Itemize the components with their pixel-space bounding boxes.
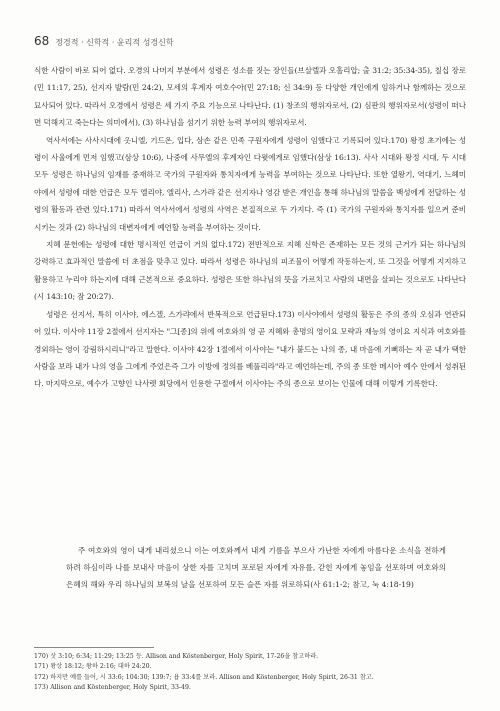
footnote-170: 170) 삿 3:10; 6:34; 11:29; 13:25 등. Allison and Köstenberger, Holy Spirit, 17-26을 참고하라. [34, 653, 319, 660]
paragraph-4: 성령은 선지서, 특히 이사야, 에스겔, 스가랴에서 반복적으로 언급된다.173) 이사야에서 성령의 활동은 주의 종의 오심과 연관되어 있다. 이사야 11장 2절에서 선지자는 "그[종]의 위에 여호와의 영 곧 지혜와 총명의 영이요 모략과 재능의 영이요 지식과 여호와를 경외하는 영이 강림하시리니"라고 말한다. 이사야 42장 1절에서 이사야는 "내가 붙드는 나의 종, 내 마음에 기뻐하는 자 곧 내가 택한 사람을 보라 내가 나의 영을 그에게 주었은즉 그가 이방에 정의를 베풀리라"라고 예언하는데, 주의 종 또한 메시아 예수 안에서 성취된다. 마지막으로, 예수가 고향인 나사렛 회당에서 인용한 구절에서 이사야는 주의 종으로 보이는 인물에 대해 이렇게 기록한다. [34, 309, 466, 389]
block-quote: 주 여호와의 영이 내게 내리셨으니 이는 여호와께서 내게 기름을 부으사 가난한 자에게 아름다운 소식을 전하게 하려 하심이라 나를 보내사 마음이 상한 자를 고치며 포로된 자에게 자유를, 갇힌 자에게 놓임을 선포하며 여호와의 은혜의 해와 우리 하나님의 보복의 날을 선포하여 모든 슬픈 자를 위로하되(사 61:1-2; 참고, 눅 4:18-19) [66, 546, 446, 589]
paragraph-3: 지혜 문헌에는 성령에 대한 명시적인 언급이 거의 없다.172) 전반적으로 지혜 신학은 존재하는 모든 것의 근거가 되는 하나님의 강력하고 효과적인 말씀에 더 초점을 맞추고 있다. 따라서 성령은 하나님의 피조물이 어떻게 작동하는지, 또 그것을 어떻게 지지하고 활용하고 누리야 하는지에 대해 근본적으로 중요하다. 성령은 또한 하나님의 뜻을 가르치고 사람의 내면을 살피는 것으로도 나타난다(시 143:10; 잠 20:27). [34, 240, 466, 302]
footnote-172: 172) 하지만 예를 들어, 시 33:6; 104:30; 139:7; 욥 33:4를 보라. Allison and Köstenberger, Holy Spirit, 26-31 참고. [34, 673, 374, 681]
running-title: 정경적 · 신학적 · 윤리적 성경신학 [55, 38, 174, 47]
footnotes [34, 652, 466, 694]
paragraph-2: 역사서에는 사사시대에 옷니엘, 기드온, 입다, 삼손 같은 민족 구원자에게 성령이 임했다고 기록되어 있다.170) 왕정 초기에는 성령이 사울에게 먼저 임했고(삼상 10:6), 나중에 사무엘의 후계자인 다윗에게로 임했다(삼상 16:13). 사사 시대와 왕정 시대, 두 시대 모두 성령은 하나님의 임재를 중재하고 국가의 구원자와 통치자에게 능력을 부여하는 것으로 나타난다. 또한 열왕기, 역대기, 느헤미야에서 성령에 대한 언급은 모두 엘리야, 엘리사, 스가랴 같은 선지자나 영감 받은 개인을 통해 하나님의 말씀을 백성에게 전달하는 성령의 활동과 관련 있다.171) 따라서 역사서에서 성령의 사역은 본질적으로 두 가지다. 즉 (1) 국가의 구원자와 통치자를 일으켜 준비시키는 것과 (2) 하나님의 대변자에게 예언할 능력을 부여하는 것이다. [34, 135, 466, 232]
footnote-173: 173) Allison and Köstenberger, Holy Spirit, 33-49. [34, 684, 191, 692]
page-number: 68 [34, 34, 50, 48]
running-header [34, 34, 174, 48]
footnote-divider [34, 647, 154, 648]
paragraph-1: 식한 사람이 바로 되어 없다. 오경의 나머지 부분에서 성령은 성소를 짓는 장인들(브살렐과 오홀리압; 출 31:2; 35:34-35), 칠십 장로(민 11:17, 25), 선지자 발람(민 24:2), 모세의 후계자 여호수아(민 27:18; 신 34:9) 등 다양한 개인에게 임하거나 함께하는 것으로 묘사되어 있다. 따라서 오경에서 성령은 세 가지 주요 기능으로 나타난다. (1) 창조의 행위자로서, (2) 심판의 행위자로서(성령이 떠나면 덕해지고 죽는다는 의미에서), (3) 하나님을 섬기기 위한 능력 부여의 행위자로서. [34, 66, 466, 128]
body-text [34, 62, 466, 393]
footnote-171: 171) 왕상 18:12; 왕하 2:16; 대하 24:20. [34, 663, 152, 671]
